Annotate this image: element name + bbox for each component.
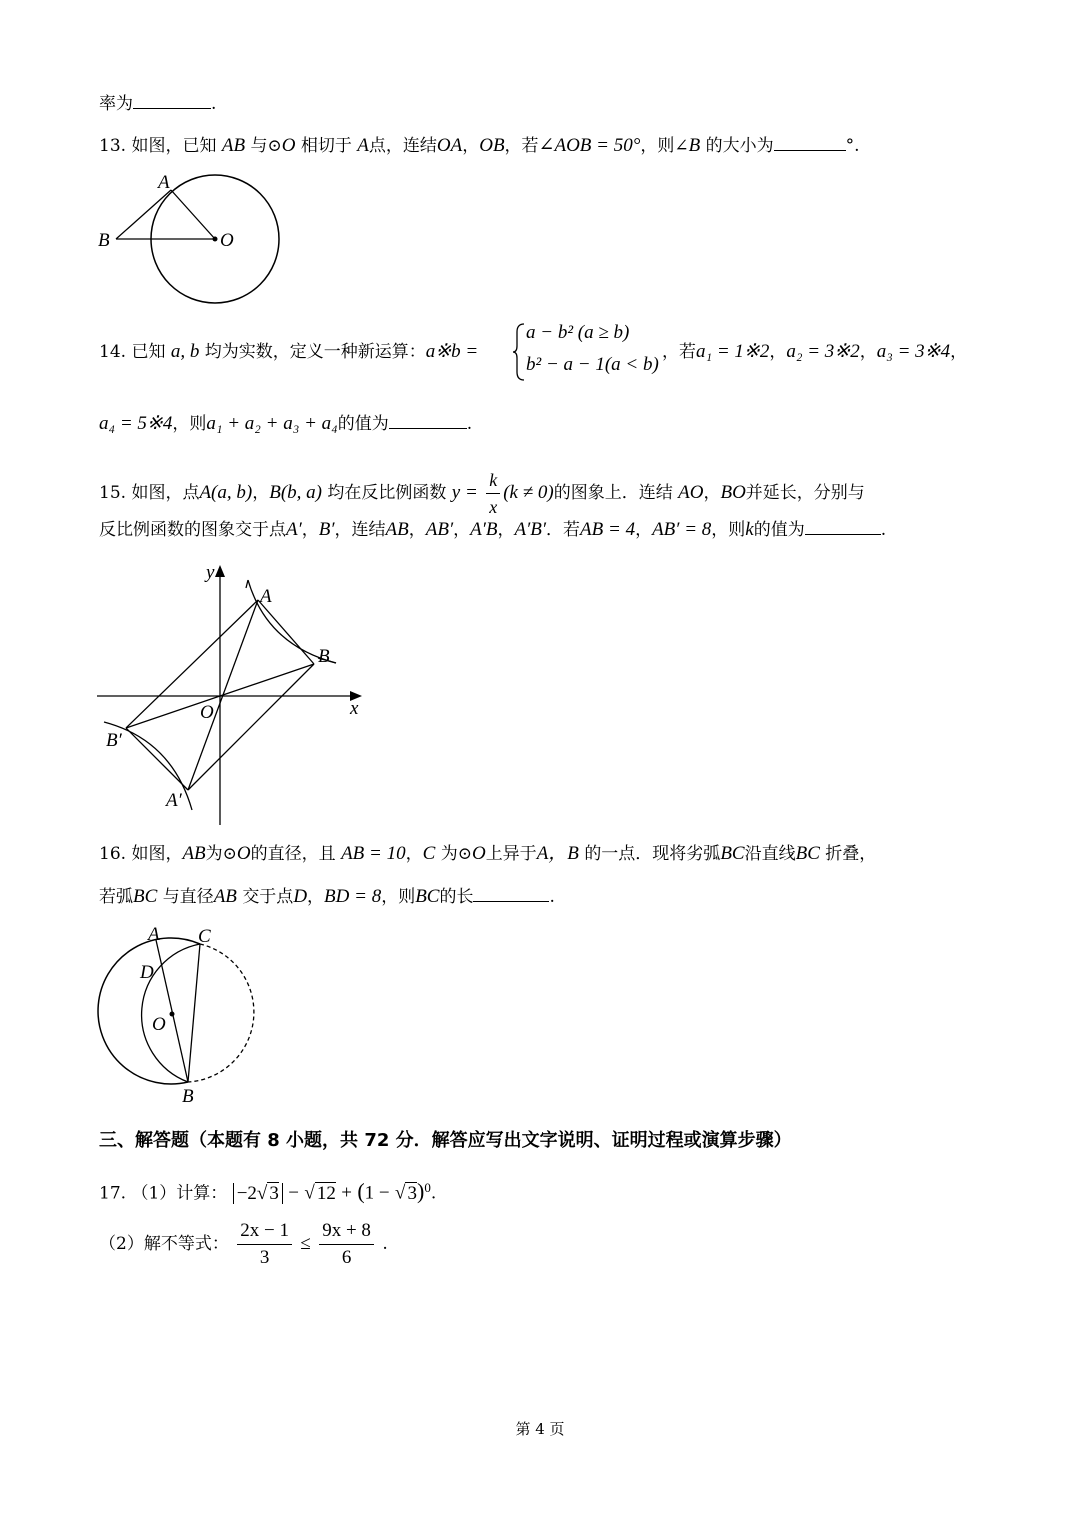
- question-17-part2: （2）解不等式： $\frac{2x - 1}{3}$ ≤ $\frac{9x + 8}{6}$ .: [99, 1218, 388, 1271]
- segment-ao: [171, 190, 215, 239]
- segment-ab: [258, 600, 314, 664]
- label-a: A: [148, 924, 160, 945]
- q16-figure: [88, 922, 258, 1108]
- sqrt-12: √ 12: [304, 1182, 336, 1204]
- answer-blank[interactable]: [805, 518, 881, 535]
- label-x: x: [350, 698, 359, 719]
- answer-blank[interactable]: [133, 92, 211, 109]
- label-o: O: [200, 702, 214, 723]
- circle-o: [98, 938, 200, 1084]
- question-16-line2: 若弧BC 与直径AB 交于点D，BD = 8，则BC的长 .: [99, 886, 555, 907]
- label-a: A: [158, 172, 170, 193]
- case-1: a − b² (a ≥ b): [526, 322, 630, 343]
- section-3-heading: 三、解答题（本题有 8 小题，共 72 分．解答应写出文字说明、证明过程或演算步骤）: [99, 1130, 792, 1151]
- segment-a-prime-b: [188, 664, 314, 790]
- page-number: 第 4 页: [515, 1420, 565, 1438]
- q13-figure: [90, 168, 290, 308]
- label-o: O: [152, 1014, 166, 1035]
- function-fraction: $\frac{k}{x}$: [486, 467, 500, 520]
- label-b: B: [318, 646, 330, 667]
- q12-tail: 率为 .: [99, 94, 217, 114]
- label-b: B: [98, 230, 110, 251]
- question-14: 14. 已知 a, b 均为实数，定义一种新运算：a※b =: [99, 341, 479, 362]
- question-15: 15. 如图，点A(a, b)，B(b, a) 均在反比例函数 y = $\frac{k}{x}$ (k ≠ 0)的图象上．连结 AO，BO并延长，分别与: [99, 467, 865, 520]
- fraction-right: $\frac{9x + 8}{6}$: [319, 1218, 374, 1271]
- abs-value: −2√ 3: [233, 1183, 283, 1204]
- label-y: y: [206, 562, 215, 583]
- label-a: A: [260, 586, 272, 607]
- question-16: 16. 如图，AB为⊙O的直径，且 AB = 10，C 为⊙O上异于A，B 的一点．现将劣弧BC沿直线BC 折叠，: [99, 843, 877, 864]
- diameter-ab: [156, 940, 188, 1082]
- label-b-prime: B′: [106, 730, 122, 751]
- question-14-cont: ，若a₁ = 1※2，a₂ = 3※2，a₃ = 3※4，: [662, 341, 968, 362]
- answer-blank[interactable]: [774, 134, 846, 151]
- center-point: [170, 1012, 175, 1017]
- label-o: O: [220, 230, 234, 251]
- segment-ab-prime: [126, 600, 258, 728]
- chord-bc: [188, 944, 200, 1082]
- fraction-left: $\frac{2x - 1}{3}$: [237, 1218, 292, 1271]
- question-17-part1: 17. （1）计算： −2√ 3 − √ 12 + (1 − √ 3)$^0$.: [99, 1178, 437, 1204]
- question-14-line2: a₄ = 5※4，则a₁ + a₂ + a₃ + a₄的值为 .: [99, 413, 473, 434]
- branch-upper-ext: [246, 580, 248, 588]
- case-2: b² − a − 1(a < b): [526, 354, 659, 375]
- case-brace: [512, 322, 526, 382]
- label-a-prime: A′: [166, 790, 182, 811]
- q15-figure: [92, 560, 372, 830]
- label-c: C: [198, 926, 211, 947]
- y-arrow: [215, 565, 225, 577]
- question-15-line2: 反比例函数的图象交于点A′，B′，连结AB，AB′，A′B，A′B′．若AB = 4，AB′ = 8，则k的值为 .: [99, 519, 887, 540]
- segment-a-prime-b-prime: [126, 728, 188, 790]
- answer-blank[interactable]: [389, 412, 467, 429]
- answer-blank[interactable]: [473, 885, 549, 902]
- label-b: B: [182, 1086, 194, 1107]
- question-13: 13. 如图，已知 AB 与⊙O 相切于 A点，连结OA，OB，若∠AOB = 50°，则∠B 的大小为 °.: [99, 135, 860, 156]
- segment-ba: [116, 190, 171, 239]
- center-point: [213, 237, 218, 242]
- label-d: D: [140, 962, 154, 983]
